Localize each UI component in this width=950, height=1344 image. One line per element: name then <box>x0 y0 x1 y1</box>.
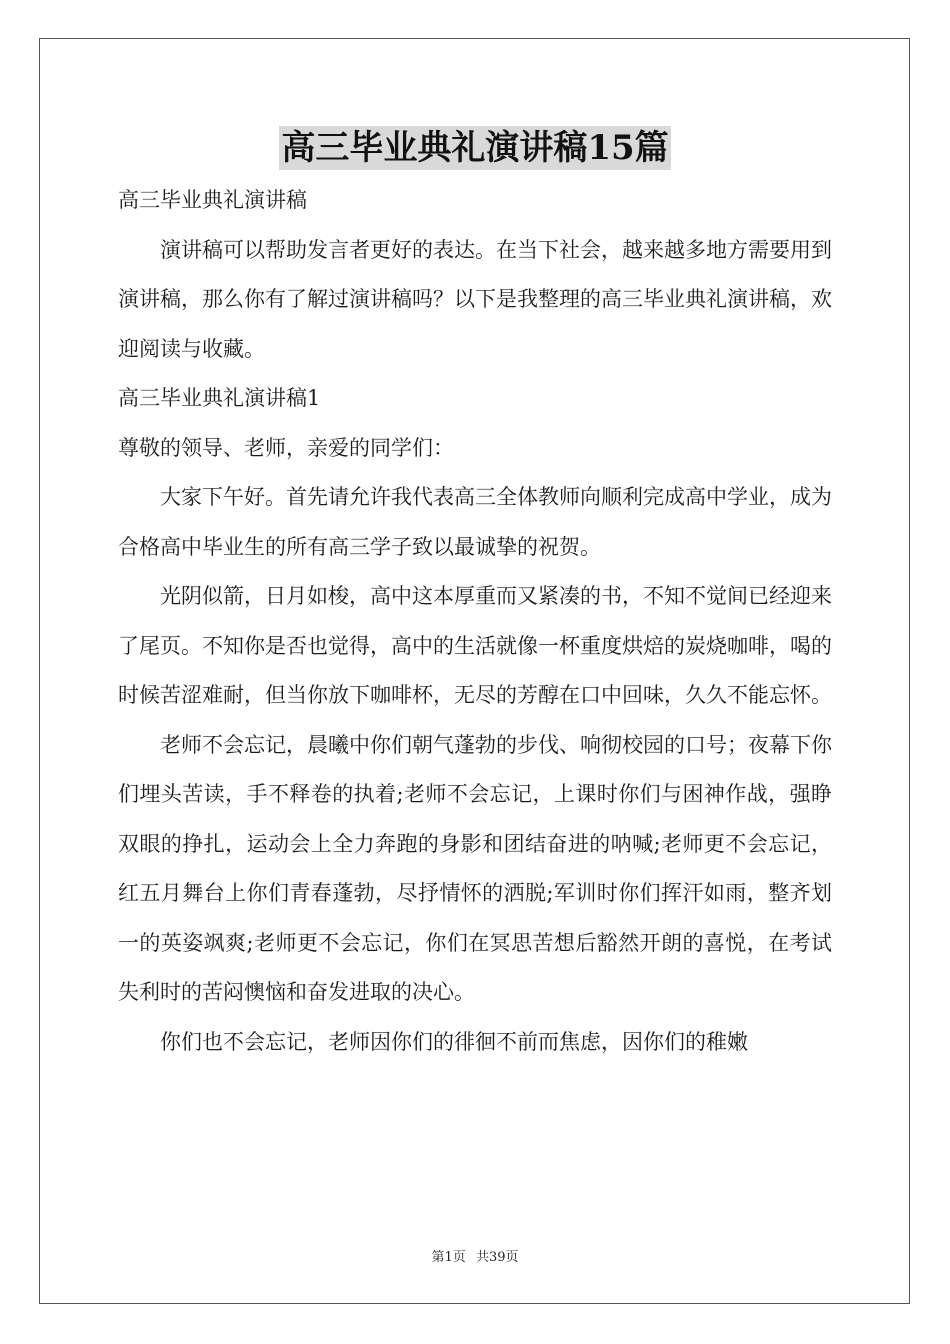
body-paragraph: 你们也不会忘记，老师因你们的徘徊不前而焦虑，因你们的稚嫩 <box>160 1029 748 1054</box>
page-footer <box>0 1246 950 1265</box>
page-number-total: 共39页 <box>475 1250 519 1265</box>
salutation: 尊敬的领导、老师，亲爱的同学们： <box>118 435 454 460</box>
document-body <box>118 176 832 1067</box>
intro-paragraph: 演讲稿可以帮助发言者更好的表达。在当下社会，越来越多地方需要用到演讲稿，那么你有了解过演讲稿吗？以下是我整理的高三毕业典礼演讲稿，欢迎阅读与收藏。 <box>118 237 832 361</box>
document-title: 高三毕业典礼演讲稿15篇 <box>281 128 669 168</box>
page-number-current: 第1页 <box>431 1250 466 1265</box>
section-heading: 高三毕业典礼演讲稿1 <box>118 386 321 410</box>
body-paragraph: 大家下午好。首先请允许我代表高三全体教师向顺利完成高中学业，成为合格高中毕业生的所有高三学子致以最诚挚的祝贺。 <box>118 485 832 559</box>
body-paragraph: 老师不会忘记，晨曦中你们朝气蓬勃的步伐、响彻校园的口号；夜幕下你们埋头苦读，手不释卷的执着;老师不会忘记，上课时你们与困神作战，强睁双眼的挣扎，运动会上全力奔跑的身影和团结奋进的呐喊;老师更不会忘记，红五月舞台上你们青春蓬勃，尽抒情怀的洒脱;军训时你们挥汗如雨，整齐划一的英姿飒爽;老师更不会忘记，你们在冥思苦想后豁然开朗的喜悦，在考试失利时的苦闷懊恼和奋发进取的决心。 <box>118 732 832 1004</box>
title-container <box>0 126 950 170</box>
body-paragraph: 光阴似箭，日月如梭，高中这本厚重而又紧凑的书，不知不觉间已经迎来了尾页。不知你是否也觉得，高中的生活就像一杯重度烘焙的炭烧咖啡，喝的时候苦涩难耐，但当你放下咖啡杯，无尽的芳醇在口中回味，久久不能忘怀。 <box>118 584 832 707</box>
document-subtitle: 高三毕业典礼演讲稿 <box>118 188 307 212</box>
